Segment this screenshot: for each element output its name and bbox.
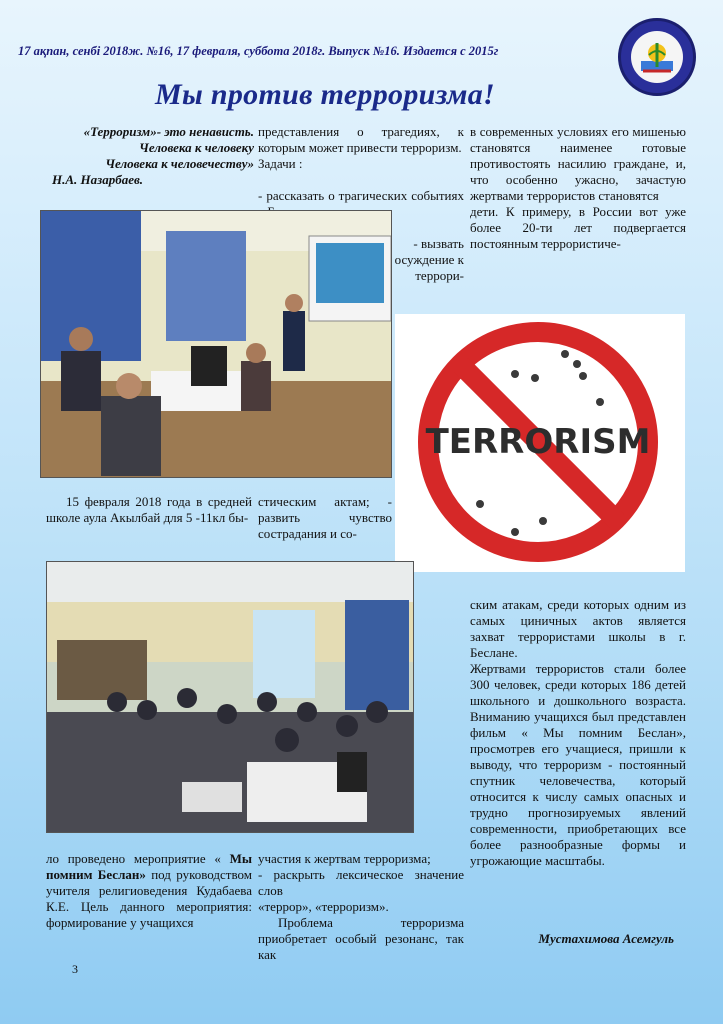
page-number: 3 <box>72 962 78 976</box>
epigraph <box>46 124 254 188</box>
issue-line: 17 ақпан, сенбі 2018ж. №16, 17 февраля, суббота 2018г. Выпуск №16. Издается с 2015г <box>18 44 499 58</box>
article-title: Мы против терроризма! <box>154 78 496 111</box>
col3-paragraph: в современных условиях его мишенью становятся наименее готовые противостоять насилию граждане, и, что особенно ужасно, зачастую жертвами террористов становятся <box>470 124 686 203</box>
bottom-left-text <box>46 851 252 931</box>
col2-mid-text: стическим актам; - развить чувство сострадания и со- <box>258 494 392 541</box>
anti-terrorism-poster <box>395 314 685 572</box>
article-intro: 15 февраля 2018 года в средней школе аула Акылбай для 5 -11кл бы- <box>46 494 252 525</box>
col2-paragraph: «террор», «терроризм». <box>258 899 389 914</box>
col2-paragraph: - раскрыть лексическое значение слов <box>258 867 464 898</box>
col3-paragraph: дети. К примеру, в России вот уже более 20-ти лет подвергается постоянным террористиче- <box>470 204 686 251</box>
col2-task-1: - рассказать о трагических событиях <box>258 188 464 203</box>
col2-paragraph: Проблема терроризма приобретает особый резонанс, так как <box>258 915 464 962</box>
poster-text: TERRORISM <box>425 422 651 462</box>
col2-paragraph: участия к жертвам терроризма; <box>258 851 431 866</box>
epigraph-line-3: Человека к человечеству» <box>105 156 254 171</box>
classroom-photo-2 <box>46 561 414 833</box>
col3-paragraph: Жертвами террористов стали более 300 человек, среди которых 186 детей школьного и дошкольного возраста. Вниманию учащихся был представлен фильм « Мы помним Беслан», просмотрев его учащиеся, пришли к выводу, что терроризм - постоянный спутник человечества, который относится к числу самых опасных и трудно прогнозируемых явлений современности, приобретающих все более разнообразные формы и угрожающие масштабы. <box>470 661 686 868</box>
epigraph-line-1: «Терроризм»- это ненависть. <box>83 124 254 139</box>
epigraph-author: Н.А. Назарбаев. <box>52 172 144 187</box>
col2-paragraph: представления о трагедиях, к которым может привести терроризм. <box>258 124 464 155</box>
col2-task-2: - вызвать осуждение к террори- <box>394 236 464 283</box>
col3-paragraph: ским атакам, среди которых одним из самых циничных актов является захват террористами школы в г. Беслане. <box>470 597 686 660</box>
col2-top-text <box>258 124 464 172</box>
col3-top-text <box>470 124 686 252</box>
author-signature: Мустахимова Асемгуль <box>538 931 674 946</box>
epigraph-line-2: Человека к человеку <box>139 140 254 155</box>
film-title: Мы помним Беслан» <box>46 851 253 882</box>
text-fragment: под руководством учителя религиоведения Кудабаева К.Е. Цель данного мероприятия: формирование у учащихся <box>46 867 252 930</box>
classroom-photo-1 <box>40 210 392 478</box>
col2-paragraph: Задачи : <box>258 156 303 171</box>
bottom-center-text <box>258 851 464 963</box>
col3-bottom-text <box>470 597 686 869</box>
text-fragment: ло проведено мероприятие « <box>46 851 221 866</box>
